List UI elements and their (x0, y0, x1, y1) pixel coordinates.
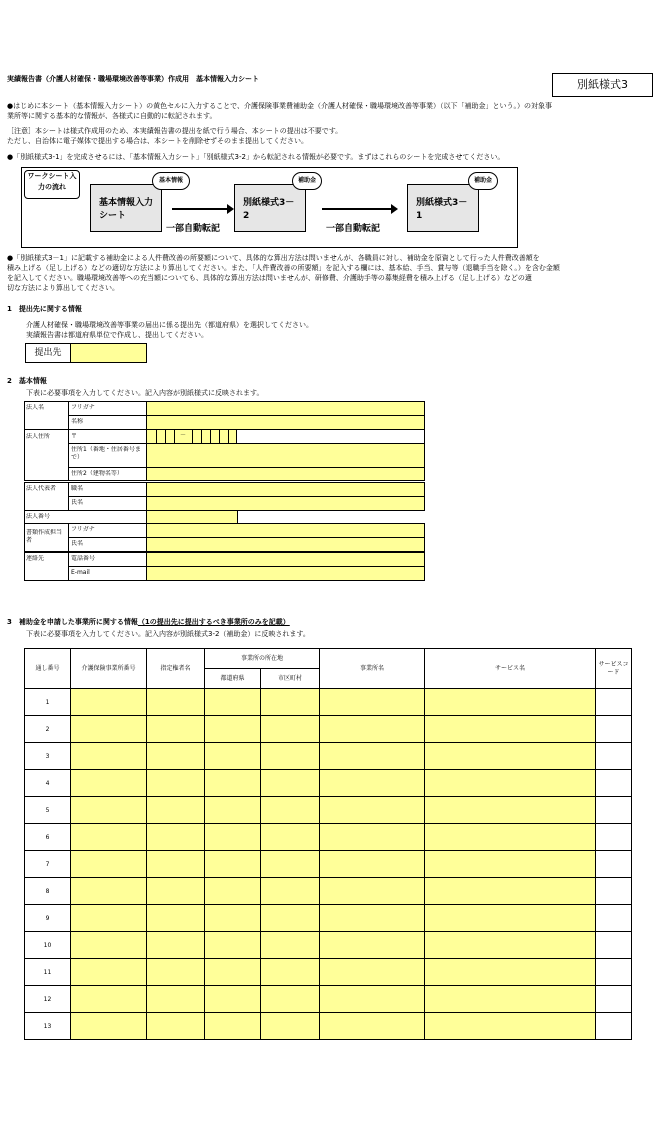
label-name: 名称 (71, 418, 84, 425)
col-office-name: 事業所名 (320, 649, 425, 689)
city-cell[interactable] (261, 851, 320, 878)
arrow-icon (172, 208, 228, 210)
city-cell[interactable] (261, 986, 320, 1013)
office-name-cell[interactable] (320, 905, 425, 932)
section3-heading (7, 617, 290, 627)
postal-code-boxes (147, 430, 237, 443)
office-name-cell[interactable] (320, 959, 425, 986)
row-number: 12 (25, 986, 71, 1013)
city-cell[interactable] (261, 770, 320, 797)
table-row (25, 743, 632, 770)
authority-cell[interactable] (147, 716, 205, 743)
service-cell[interactable] (425, 689, 596, 716)
row-number: 7 (25, 851, 71, 878)
row-number: 4 (25, 770, 71, 797)
row-number: 2 (25, 716, 71, 743)
intro-line-3: ●「別紙様式3-1」を完成させるには、「基本情報入力シート」「別紙様式3-2」から転記される情報が必要です。まずはこれらのシートを完成させてください。 (7, 153, 505, 161)
city-cell[interactable] (261, 1013, 320, 1040)
ins-no-cell[interactable] (71, 932, 147, 959)
service-cell[interactable] (425, 851, 596, 878)
city-cell[interactable] (261, 959, 320, 986)
label-postal: 〒 (71, 433, 78, 440)
authority-cell[interactable] (147, 932, 205, 959)
pref-cell[interactable] (205, 797, 261, 824)
office-name-cell[interactable] (320, 932, 425, 959)
pref-cell[interactable] (205, 878, 261, 905)
doc-form-3-1 (407, 184, 479, 232)
label-corp-name: 法人名 (26, 404, 45, 411)
service-code-cell (596, 986, 632, 1013)
ins-no-cell[interactable] (71, 797, 147, 824)
pref-cell[interactable] (205, 851, 261, 878)
section3-heading-main: 3 補助金を申請した事業所に関する情報 (7, 618, 138, 626)
office-name-cell[interactable] (320, 743, 425, 770)
workflow-diagram (21, 167, 518, 248)
section2-heading: 2 基本情報 (7, 377, 47, 385)
col-ins-no: 介護保険事業所番号 (71, 649, 147, 689)
col-city: 市区町村 (261, 669, 320, 689)
table-row (25, 878, 632, 905)
ins-no-cell[interactable] (71, 1013, 147, 1040)
service-code-cell (596, 878, 632, 905)
row-number: 10 (25, 932, 71, 959)
ins-no-cell[interactable] (71, 878, 147, 905)
service-cell[interactable] (425, 716, 596, 743)
table-row (25, 1013, 632, 1040)
ins-no-cell[interactable] (71, 689, 147, 716)
service-cell[interactable] (425, 878, 596, 905)
table-row (25, 689, 632, 716)
service-cell[interactable] (425, 743, 596, 770)
label-rep-title: 職名 (71, 485, 84, 492)
authority-cell[interactable] (147, 959, 205, 986)
office-name-cell[interactable] (320, 797, 425, 824)
label-contact: 連絡先 (26, 555, 45, 562)
city-cell[interactable] (261, 743, 320, 770)
authority-cell[interactable] (147, 797, 205, 824)
service-cell[interactable] (425, 932, 596, 959)
doc-basic-info-sheet (90, 184, 162, 232)
label-corp-no: 法人番号 (26, 513, 51, 520)
para2-line-2: 積み上げる（足し上げる）などの適切な方法により算出してください。また、「人件費改善の所要額」を記入する欄には、基本給、手当、賞与等（退職手当を除く。）を含む金額 (7, 264, 560, 272)
label-corp-address: 法人住所 (26, 433, 51, 440)
table-row (25, 797, 632, 824)
section1-heading: 1 提出先に関する情報 (7, 305, 82, 313)
authority-cell[interactable] (147, 689, 205, 716)
row-number: 11 (25, 959, 71, 986)
section2-desc: 下表に必要事項を入力してください。記入内容が別紙様式に反映されます。 (26, 389, 264, 397)
office-name-cell[interactable] (320, 689, 425, 716)
doc-basic-info-label: 基本情報入力シート (99, 198, 154, 221)
label-creator: 書類作成担当者 (26, 529, 63, 544)
row-number: 9 (25, 905, 71, 932)
service-cell[interactable] (425, 770, 596, 797)
section1-desc-2: 実績報告書は都道府県単位で作成し、提出してください。 (26, 331, 208, 339)
pref-cell[interactable] (205, 824, 261, 851)
label-creator-name: 氏名 (71, 540, 84, 547)
authority-cell[interactable] (147, 986, 205, 1013)
form-number-badge: 別紙様式3 (552, 73, 653, 97)
section3-heading-note: （1の提出先に提出するべき事業所のみを記載） (137, 618, 290, 626)
authority-cell[interactable] (147, 851, 205, 878)
city-cell[interactable] (261, 905, 320, 932)
pref-cell[interactable] (205, 905, 261, 932)
service-code-cell (596, 932, 632, 959)
row-number: 8 (25, 878, 71, 905)
office-name-cell[interactable] (320, 986, 425, 1013)
row-number: 1 (25, 689, 71, 716)
city-cell[interactable] (261, 689, 320, 716)
office-name-cell[interactable] (320, 1013, 425, 1040)
service-cell[interactable] (425, 797, 596, 824)
col-pref: 都道府県 (205, 669, 261, 689)
service-cell[interactable] (425, 905, 596, 932)
col-no: 通し番号 (25, 649, 71, 689)
service-cell[interactable] (425, 1013, 596, 1040)
office-name-cell[interactable] (320, 824, 425, 851)
ins-no-cell[interactable] (71, 743, 147, 770)
authority-cell[interactable] (147, 743, 205, 770)
intro-line-2: 業所等に関する基本的な情報が、各様式に自動的に転記されます。 (7, 112, 217, 120)
service-code-cell (596, 689, 632, 716)
city-cell[interactable] (261, 824, 320, 851)
service-cell[interactable] (425, 824, 596, 851)
bubble-subsidy-2: 補助金 (468, 172, 498, 190)
row-number: 6 (25, 824, 71, 851)
doc-form-3-2-label: 別紙様式3－2 (243, 198, 295, 221)
service-cell[interactable] (425, 959, 596, 986)
col-location: 事業所の所在地 (205, 649, 320, 669)
label-creator-furigana: フリガナ (71, 526, 95, 533)
office-name-cell[interactable] (320, 716, 425, 743)
pref-cell[interactable] (205, 959, 261, 986)
pref-cell[interactable] (205, 770, 261, 797)
city-cell[interactable] (261, 878, 320, 905)
col-service: サービス名 (425, 649, 596, 689)
row-number: 5 (25, 797, 71, 824)
para2-line-3: を記入してください。職場環境改善等への充当額についても、具体的な算出方法は問いませんが、研修費、介護助手等の募集経費を積み上げる（足し上げる）などの適 (7, 274, 532, 282)
office-name-cell[interactable] (320, 770, 425, 797)
row-number: 3 (25, 743, 71, 770)
pref-cell[interactable] (205, 1013, 261, 1040)
authority-cell[interactable] (147, 770, 205, 797)
row-number: 13 (25, 1013, 71, 1040)
table-row (25, 959, 632, 986)
arrow-icon (322, 208, 392, 210)
postal-dash: － (180, 432, 187, 439)
service-code-cell (596, 743, 632, 770)
workflow-label: ワークシート入力の流れ (24, 170, 80, 199)
service-code-cell (596, 824, 632, 851)
arrow-label-1: 一部自動転記 (166, 224, 221, 234)
group-corp-no (24, 510, 238, 524)
table-row (25, 716, 632, 743)
note-line-1: ［注意］本シートは様式作成用のため、本実績報告書の提出を紙で行う場合、本シートの提出は不要です。 (7, 127, 343, 135)
service-code-cell (596, 959, 632, 986)
label-addr2: 住所2（建物名等） (71, 470, 123, 477)
section3-desc: 下表に必要事項を入力してください。記入内容が別紙様式3-2（補助金）に反映されます。 (26, 630, 310, 638)
arrow-label-2: 一部自動転記 (326, 224, 381, 234)
ins-no-cell[interactable] (71, 905, 147, 932)
para2-line-1: ●「別紙様式3－1」に記載する補助金による人件費改善の所要額について、具体的な算出方法は問いませんが、各職員に対し、補助金を原資として行った人件費改善額を (7, 254, 540, 262)
table-row (25, 824, 632, 851)
bubble-basic-info: 基本情報 (152, 172, 190, 190)
service-code-cell (596, 851, 632, 878)
table-row (25, 986, 632, 1013)
service-cell[interactable] (425, 986, 596, 1013)
offices-table (24, 648, 632, 1040)
authority-cell[interactable] (147, 1013, 205, 1040)
intro-line-1: ●はじめに本シート（基本情報入力シート）の黄色セルに入力することで、介護保険事業費補助金（介護人材確保・職場環境改善等事業）（以下「補助金」という。）の対象事 (7, 102, 552, 110)
label-addr1: 住所1（番地・住居番号まで） (71, 446, 141, 461)
pref-cell[interactable] (205, 986, 261, 1013)
ins-no-cell[interactable] (71, 986, 147, 1013)
table-row (25, 770, 632, 797)
table-row (25, 851, 632, 878)
doc-form-3-1-label: 別紙様式3－1 (416, 198, 468, 221)
label-email: E-mail (71, 569, 90, 576)
pref-cell[interactable] (205, 743, 261, 770)
service-code-cell (596, 905, 632, 932)
service-code-cell (596, 797, 632, 824)
city-cell[interactable] (261, 797, 320, 824)
submit-to-select[interactable] (70, 343, 147, 363)
service-code-cell (596, 770, 632, 797)
authority-cell[interactable] (147, 905, 205, 932)
doc-form-3-2 (234, 184, 306, 232)
city-cell[interactable] (261, 716, 320, 743)
ins-no-cell[interactable] (71, 716, 147, 743)
label-furigana: フリガナ (71, 404, 95, 411)
pref-cell[interactable] (205, 716, 261, 743)
office-name-cell[interactable] (320, 878, 425, 905)
city-cell[interactable] (261, 932, 320, 959)
authority-cell[interactable] (147, 824, 205, 851)
ins-no-cell[interactable] (71, 851, 147, 878)
ins-no-cell[interactable] (71, 824, 147, 851)
section1-desc-1: 介護人材確保・職場環境改善等事業の届出に係る提出先（都道府県）を選択してください。 (26, 321, 313, 329)
authority-cell[interactable] (147, 878, 205, 905)
label-tel: 電話番号 (71, 555, 96, 562)
submit-to-label: 提出先 (25, 343, 71, 363)
sheet-title: 実績報告書（介護人材確保・職場環境改善等事業）作成用 基本情報入力シート (7, 75, 259, 83)
para2-line-4: 切な方法により算出してください。 (7, 284, 119, 292)
label-rep-name: 氏名 (71, 499, 84, 506)
col-service-code: サービスコード (596, 649, 632, 689)
office-name-cell[interactable] (320, 851, 425, 878)
table-row (25, 905, 632, 932)
service-code-cell (596, 716, 632, 743)
pref-cell[interactable] (205, 689, 261, 716)
col-authority: 指定権者名 (147, 649, 205, 689)
bubble-subsidy-1: 補助金 (292, 172, 322, 190)
label-rep: 法人代表者 (26, 485, 57, 492)
ins-no-cell[interactable] (71, 770, 147, 797)
ins-no-cell[interactable] (71, 959, 147, 986)
table-row (25, 932, 632, 959)
service-code-cell (596, 1013, 632, 1040)
note-line-2: ただし、自治体に電子媒体で提出する場合は、本シートを削除せずそのまま提出してください。 (7, 137, 308, 145)
pref-cell[interactable] (205, 932, 261, 959)
